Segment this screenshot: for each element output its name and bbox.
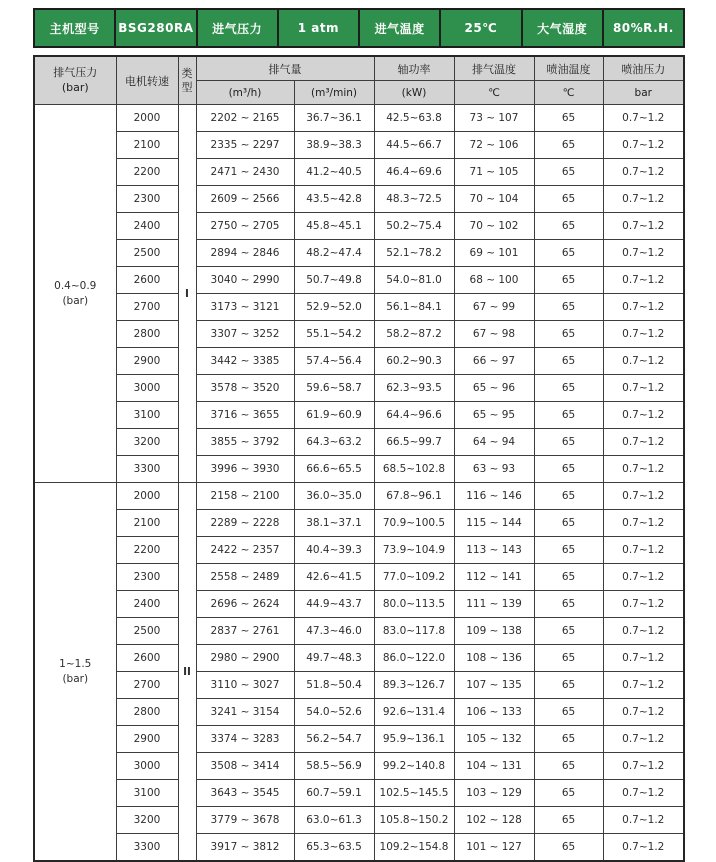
- cell-motor-speed: 2400: [116, 591, 178, 618]
- cell-volume-m3min: 56.2~54.7: [294, 726, 374, 753]
- cell-volume-m3h: 3996 ~ 3930: [196, 456, 294, 483]
- table-row: [34, 375, 684, 402]
- table-row: [34, 834, 684, 862]
- table-row: [34, 780, 684, 807]
- cell-volume-m3min: 64.3~63.2: [294, 429, 374, 456]
- table-row: [34, 564, 684, 591]
- cell-volume-m3h: 3643 ~ 3545: [196, 780, 294, 807]
- cell-discharge-temp: 67 ~ 98: [454, 321, 534, 348]
- cell-volume-m3min: 50.7~49.8: [294, 267, 374, 294]
- cell-oil-pressure: 0.7~1.2: [603, 726, 684, 753]
- type-cell: II: [178, 483, 196, 862]
- cell-shaft-power: 60.2~90.3: [374, 348, 454, 375]
- cell-discharge-temp: 73 ~ 107: [454, 105, 534, 132]
- table-row: [34, 726, 684, 753]
- cell-discharge-temp: 108 ~ 136: [454, 645, 534, 672]
- unit-volume-m3h: (m³/h): [196, 81, 294, 105]
- cell-discharge-temp: 69 ~ 101: [454, 240, 534, 267]
- table-row: [34, 294, 684, 321]
- cell-volume-m3min: 65.3~63.5: [294, 834, 374, 862]
- cell-oil-pressure: 0.7~1.2: [603, 699, 684, 726]
- cell-motor-speed: 2000: [116, 105, 178, 132]
- cell-motor-speed: 2200: [116, 537, 178, 564]
- cell-volume-m3h: 3241 ~ 3154: [196, 699, 294, 726]
- cell-volume-m3min: 66.6~65.5: [294, 456, 374, 483]
- cell-discharge-temp: 106 ~ 133: [454, 699, 534, 726]
- cell-motor-speed: 2500: [116, 618, 178, 645]
- cell-discharge-temp: 70 ~ 102: [454, 213, 534, 240]
- table-row: [34, 645, 684, 672]
- cell-shaft-power: 58.2~87.2: [374, 321, 454, 348]
- cell-volume-m3min: 41.2~40.5: [294, 159, 374, 186]
- unit-shaft-power: (kW): [374, 81, 454, 105]
- table-row: [34, 753, 684, 780]
- col-discharge-volume: 排气量: [196, 56, 374, 81]
- cell-volume-m3min: 63.0~61.3: [294, 807, 374, 834]
- cell-shaft-power: 42.5~63.8: [374, 105, 454, 132]
- cell-oil-pressure: 0.7~1.2: [603, 294, 684, 321]
- table-row: [34, 510, 684, 537]
- cell-volume-m3min: 43.5~42.8: [294, 186, 374, 213]
- cell-oil-temp: 65: [534, 159, 603, 186]
- cell-motor-speed: 3300: [116, 834, 178, 862]
- table-row: [34, 456, 684, 483]
- cell-motor-speed: 3100: [116, 402, 178, 429]
- cell-oil-pressure: 0.7~1.2: [603, 834, 684, 862]
- table-row: [34, 240, 684, 267]
- cell-oil-pressure: 0.7~1.2: [603, 213, 684, 240]
- cell-shaft-power: 50.2~75.4: [374, 213, 454, 240]
- cell-volume-m3h: 2335 ~ 2297: [196, 132, 294, 159]
- cell-oil-temp: 65: [534, 456, 603, 483]
- cell-volume-m3min: 48.2~47.4: [294, 240, 374, 267]
- cell-oil-temp: 65: [534, 105, 603, 132]
- discharge-pressure-unit: (bar): [61, 80, 89, 94]
- cell-discharge-temp: 68 ~ 100: [454, 267, 534, 294]
- unit-oil-pressure: bar: [603, 81, 684, 105]
- cell-shaft-power: 105.8~150.2: [374, 807, 454, 834]
- cell-oil-pressure: 0.7~1.2: [603, 564, 684, 591]
- table-row: [34, 537, 684, 564]
- cell-shaft-power: 83.0~117.8: [374, 618, 454, 645]
- cell-motor-speed: 2100: [116, 132, 178, 159]
- cell-discharge-temp: 102 ~ 128: [454, 807, 534, 834]
- cell-oil-pressure: 0.7~1.2: [603, 672, 684, 699]
- cell-oil-pressure: 0.7~1.2: [603, 537, 684, 564]
- table-row: [34, 699, 684, 726]
- type-cell: I: [178, 105, 196, 483]
- col-oil-pressure: 喷油压力: [603, 56, 684, 81]
- cell-discharge-temp: 104 ~ 131: [454, 753, 534, 780]
- table-row: [34, 105, 684, 132]
- cell-discharge-temp: 101 ~ 127: [454, 834, 534, 862]
- cell-shaft-power: 80.0~113.5: [374, 591, 454, 618]
- cell-oil-temp: 65: [534, 294, 603, 321]
- cell-shaft-power: 48.3~72.5: [374, 186, 454, 213]
- top-spec-bar: [33, 8, 685, 48]
- cell-discharge-temp: 63 ~ 93: [454, 456, 534, 483]
- inlet-pressure-label: 进气压力: [197, 9, 278, 47]
- table-row: [34, 429, 684, 456]
- cell-shaft-power: 62.3~93.5: [374, 375, 454, 402]
- cell-shaft-power: 66.5~99.7: [374, 429, 454, 456]
- cell-volume-m3h: 2158 ~ 2100: [196, 483, 294, 510]
- cell-volume-m3h: 3110 ~ 3027: [196, 672, 294, 699]
- cell-motor-speed: 2100: [116, 510, 178, 537]
- cell-motor-speed: 3000: [116, 375, 178, 402]
- cell-motor-speed: 3200: [116, 807, 178, 834]
- cell-volume-m3h: 2837 ~ 2761: [196, 618, 294, 645]
- cell-discharge-temp: 115 ~ 144: [454, 510, 534, 537]
- cell-shaft-power: 89.3~126.7: [374, 672, 454, 699]
- cell-volume-m3min: 59.6~58.7: [294, 375, 374, 402]
- cell-oil-pressure: 0.7~1.2: [603, 348, 684, 375]
- spec-sheet: [33, 8, 685, 862]
- cell-oil-temp: 65: [534, 672, 603, 699]
- cell-shaft-power: 46.4~69.6: [374, 159, 454, 186]
- cell-oil-pressure: 0.7~1.2: [603, 456, 684, 483]
- cell-oil-temp: 65: [534, 510, 603, 537]
- host-model-value: BSG280RA: [115, 9, 196, 47]
- cell-discharge-temp: 112 ~ 141: [454, 564, 534, 591]
- table-row: [34, 132, 684, 159]
- cell-volume-m3h: 2609 ~ 2566: [196, 186, 294, 213]
- cell-discharge-temp: 71 ~ 105: [454, 159, 534, 186]
- cell-oil-pressure: 0.7~1.2: [603, 267, 684, 294]
- cell-oil-temp: 65: [534, 618, 603, 645]
- cell-motor-speed: 2300: [116, 186, 178, 213]
- table-header: [34, 56, 684, 105]
- cell-volume-m3h: 3716 ~ 3655: [196, 402, 294, 429]
- cell-oil-temp: 65: [534, 213, 603, 240]
- cell-volume-m3min: 38.9~38.3: [294, 132, 374, 159]
- table-row: [34, 267, 684, 294]
- cell-oil-pressure: 0.7~1.2: [603, 618, 684, 645]
- cell-volume-m3min: 52.9~52.0: [294, 294, 374, 321]
- cell-shaft-power: 54.0~81.0: [374, 267, 454, 294]
- cell-discharge-temp: 64 ~ 94: [454, 429, 534, 456]
- cell-volume-m3h: 2558 ~ 2489: [196, 564, 294, 591]
- cell-motor-speed: 2900: [116, 726, 178, 753]
- cell-volume-m3min: 61.9~60.9: [294, 402, 374, 429]
- table-row: [34, 591, 684, 618]
- cell-shaft-power: 77.0~109.2: [374, 564, 454, 591]
- cell-oil-temp: 65: [534, 240, 603, 267]
- cell-discharge-temp: 72 ~ 106: [454, 132, 534, 159]
- cell-motor-speed: 2600: [116, 267, 178, 294]
- col-type: 类型: [178, 56, 196, 105]
- cell-shaft-power: 102.5~145.5: [374, 780, 454, 807]
- cell-oil-temp: 65: [534, 483, 603, 510]
- cell-discharge-temp: 109 ~ 138: [454, 618, 534, 645]
- cell-discharge-temp: 116 ~ 146: [454, 483, 534, 510]
- host-model-label: 主机型号: [34, 9, 115, 47]
- cell-volume-m3min: 36.7~36.1: [294, 105, 374, 132]
- cell-discharge-temp: 105 ~ 132: [454, 726, 534, 753]
- cell-shaft-power: 73.9~104.9: [374, 537, 454, 564]
- table-row: [34, 321, 684, 348]
- cell-volume-m3h: 3040 ~ 2990: [196, 267, 294, 294]
- cell-oil-pressure: 0.7~1.2: [603, 105, 684, 132]
- cell-shaft-power: 109.2~154.8: [374, 834, 454, 862]
- pressure-range-unit: (bar): [62, 294, 89, 307]
- cell-shaft-power: 86.0~122.0: [374, 645, 454, 672]
- table-row: [34, 348, 684, 375]
- cell-discharge-temp: 70 ~ 104: [454, 186, 534, 213]
- cell-volume-m3min: 51.8~50.4: [294, 672, 374, 699]
- cell-shaft-power: 70.9~100.5: [374, 510, 454, 537]
- cell-volume-m3h: 3374 ~ 3283: [196, 726, 294, 753]
- cell-motor-speed: 2700: [116, 294, 178, 321]
- cell-oil-temp: 65: [534, 267, 603, 294]
- cell-volume-m3min: 54.0~52.6: [294, 699, 374, 726]
- cell-volume-m3min: 57.4~56.4: [294, 348, 374, 375]
- cell-motor-speed: 2000: [116, 483, 178, 510]
- pressure-range-value: 1~1.5: [59, 657, 92, 670]
- cell-oil-temp: 65: [534, 132, 603, 159]
- table-row: [34, 159, 684, 186]
- cell-volume-m3min: 42.6~41.5: [294, 564, 374, 591]
- cell-shaft-power: 56.1~84.1: [374, 294, 454, 321]
- cell-oil-temp: 65: [534, 807, 603, 834]
- cell-volume-m3h: 3508 ~ 3414: [196, 753, 294, 780]
- cell-oil-pressure: 0.7~1.2: [603, 429, 684, 456]
- unit-oil-temp: ℃: [534, 81, 603, 105]
- cell-oil-pressure: 0.7~1.2: [603, 375, 684, 402]
- unit-discharge-temp: ℃: [454, 81, 534, 105]
- cell-motor-speed: 2400: [116, 213, 178, 240]
- cell-oil-pressure: 0.7~1.2: [603, 186, 684, 213]
- cell-oil-pressure: 0.7~1.2: [603, 753, 684, 780]
- cell-oil-pressure: 0.7~1.2: [603, 591, 684, 618]
- table-row: [34, 483, 684, 510]
- cell-volume-m3h: 2894 ~ 2846: [196, 240, 294, 267]
- cell-discharge-temp: 67 ~ 99: [454, 294, 534, 321]
- humidity-value: 80%R.H.: [603, 9, 684, 47]
- cell-motor-speed: 3300: [116, 456, 178, 483]
- cell-discharge-temp: 113 ~ 143: [454, 537, 534, 564]
- cell-oil-temp: 65: [534, 834, 603, 862]
- col-discharge-temp: 排气温度: [454, 56, 534, 81]
- col-shaft-power: 轴功率: [374, 56, 454, 81]
- cell-volume-m3min: 45.8~45.1: [294, 213, 374, 240]
- cell-volume-m3min: 40.4~39.3: [294, 537, 374, 564]
- cell-volume-m3h: 2289 ~ 2228: [196, 510, 294, 537]
- table-row: [34, 807, 684, 834]
- cell-shaft-power: 68.5~102.8: [374, 456, 454, 483]
- table-row: [34, 618, 684, 645]
- cell-discharge-temp: 65 ~ 95: [454, 402, 534, 429]
- cell-volume-m3h: 3855 ~ 3792: [196, 429, 294, 456]
- cell-discharge-temp: 111 ~ 139: [454, 591, 534, 618]
- cell-shaft-power: 64.4~96.6: [374, 402, 454, 429]
- cell-volume-m3min: 58.5~56.9: [294, 753, 374, 780]
- discharge-pressure-label: 排气压力: [53, 65, 98, 79]
- cell-shaft-power: 95.9~136.1: [374, 726, 454, 753]
- header-gap: [33, 48, 685, 55]
- cell-shaft-power: 67.8~96.1: [374, 483, 454, 510]
- cell-volume-m3min: 55.1~54.2: [294, 321, 374, 348]
- cell-oil-pressure: 0.7~1.2: [603, 807, 684, 834]
- cell-oil-temp: 65: [534, 348, 603, 375]
- cell-oil-pressure: 0.7~1.2: [603, 159, 684, 186]
- table-row: [34, 402, 684, 429]
- cell-oil-temp: 65: [534, 186, 603, 213]
- pressure-range-cell: [34, 483, 116, 862]
- cell-discharge-temp: 65 ~ 96: [454, 375, 534, 402]
- inlet-pressure-value: 1 atm: [278, 9, 359, 47]
- cell-discharge-temp: 103 ~ 129: [454, 780, 534, 807]
- cell-oil-temp: 65: [534, 402, 603, 429]
- cell-oil-pressure: 0.7~1.2: [603, 645, 684, 672]
- cell-volume-m3h: 3307 ~ 3252: [196, 321, 294, 348]
- cell-volume-m3h: 3917 ~ 3812: [196, 834, 294, 862]
- cell-volume-m3h: 2980 ~ 2900: [196, 645, 294, 672]
- cell-volume-m3h: 2696 ~ 2624: [196, 591, 294, 618]
- pressure-range-unit: (bar): [62, 672, 89, 685]
- cell-volume-m3h: 3578 ~ 3520: [196, 375, 294, 402]
- cell-oil-temp: 65: [534, 726, 603, 753]
- table-row: [34, 186, 684, 213]
- col-motor-speed: 电机转速: [116, 56, 178, 105]
- inlet-temp-label: 进气温度: [359, 9, 440, 47]
- cell-oil-temp: 65: [534, 699, 603, 726]
- cell-oil-temp: 65: [534, 321, 603, 348]
- cell-motor-speed: 2900: [116, 348, 178, 375]
- pressure-range-cell: [34, 105, 116, 483]
- cell-discharge-temp: 107 ~ 135: [454, 672, 534, 699]
- cell-motor-speed: 2200: [116, 159, 178, 186]
- cell-shaft-power: 52.1~78.2: [374, 240, 454, 267]
- cell-motor-speed: 3100: [116, 780, 178, 807]
- cell-motor-speed: 2800: [116, 699, 178, 726]
- cell-motor-speed: 2500: [116, 240, 178, 267]
- cell-volume-m3h: 2750 ~ 2705: [196, 213, 294, 240]
- performance-table: [33, 55, 685, 862]
- cell-volume-m3min: 60.7~59.1: [294, 780, 374, 807]
- cell-motor-speed: 3000: [116, 753, 178, 780]
- cell-oil-temp: 65: [534, 429, 603, 456]
- cell-oil-pressure: 0.7~1.2: [603, 132, 684, 159]
- cell-oil-temp: 65: [534, 375, 603, 402]
- cell-volume-m3h: 2471 ~ 2430: [196, 159, 294, 186]
- humidity-label: 大气湿度: [522, 9, 603, 47]
- cell-volume-m3min: 47.3~46.0: [294, 618, 374, 645]
- cell-motor-speed: 2800: [116, 321, 178, 348]
- cell-oil-pressure: 0.7~1.2: [603, 321, 684, 348]
- cell-motor-speed: 3200: [116, 429, 178, 456]
- cell-shaft-power: 44.5~66.7: [374, 132, 454, 159]
- cell-oil-temp: 65: [534, 780, 603, 807]
- cell-oil-temp: 65: [534, 645, 603, 672]
- unit-volume-m3min: (m³/min): [294, 81, 374, 105]
- cell-oil-temp: 65: [534, 537, 603, 564]
- cell-volume-m3min: 44.9~43.7: [294, 591, 374, 618]
- cell-volume-m3min: 49.7~48.3: [294, 645, 374, 672]
- cell-oil-pressure: 0.7~1.2: [603, 483, 684, 510]
- cell-oil-temp: 65: [534, 753, 603, 780]
- cell-oil-pressure: 0.7~1.2: [603, 240, 684, 267]
- cell-volume-m3h: 2422 ~ 2357: [196, 537, 294, 564]
- cell-shaft-power: 92.6~131.4: [374, 699, 454, 726]
- cell-oil-pressure: 0.7~1.2: [603, 780, 684, 807]
- cell-volume-m3h: 3442 ~ 3385: [196, 348, 294, 375]
- cell-discharge-temp: 66 ~ 97: [454, 348, 534, 375]
- table-body: [34, 105, 684, 862]
- top-spec-row: [34, 9, 684, 47]
- cell-motor-speed: 2300: [116, 564, 178, 591]
- table-row: [34, 213, 684, 240]
- cell-oil-temp: 65: [534, 564, 603, 591]
- cell-motor-speed: 2600: [116, 645, 178, 672]
- cell-volume-m3h: 3779 ~ 3678: [196, 807, 294, 834]
- cell-volume-m3h: 3173 ~ 3121: [196, 294, 294, 321]
- col-discharge-pressure: [34, 56, 116, 105]
- cell-oil-pressure: 0.7~1.2: [603, 510, 684, 537]
- pressure-range-value: 0.4~0.9: [54, 279, 97, 292]
- cell-motor-speed: 2700: [116, 672, 178, 699]
- table-row: [34, 672, 684, 699]
- cell-oil-pressure: 0.7~1.2: [603, 402, 684, 429]
- cell-volume-m3min: 38.1~37.1: [294, 510, 374, 537]
- cell-shaft-power: 99.2~140.8: [374, 753, 454, 780]
- cell-volume-m3h: 2202 ~ 2165: [196, 105, 294, 132]
- cell-volume-m3min: 36.0~35.0: [294, 483, 374, 510]
- cell-oil-temp: 65: [534, 591, 603, 618]
- inlet-temp-value: 25℃: [440, 9, 521, 47]
- col-oil-temp: 喷油温度: [534, 56, 603, 81]
- header-row-labels: [34, 56, 684, 81]
